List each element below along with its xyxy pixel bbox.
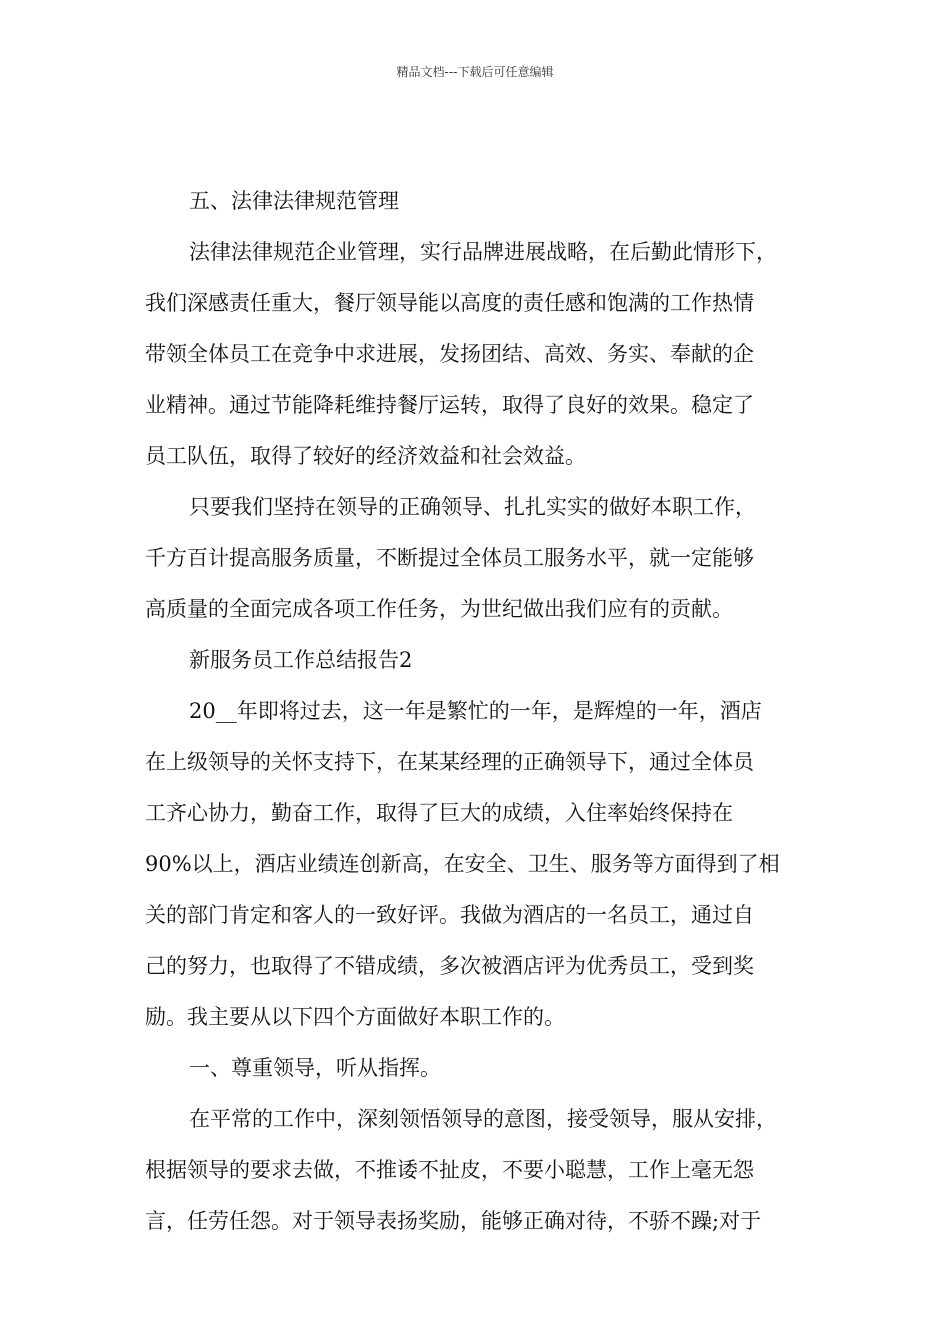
paragraph-line: 己的努力，也取得了不错成绩，多次被酒店评为优秀员工，受到奖 xyxy=(145,954,754,978)
page-header: 精品文档---下载后可任意编辑 xyxy=(396,65,554,79)
paragraph-line: 我们深感责任重大，餐厅领导能以高度的责任感和饱满的工作热情 xyxy=(145,291,754,315)
paragraph-line: 90%以上，酒店业绩连创新高，在安全、卫生、服务等方面得到了相 xyxy=(145,852,780,876)
paragraph-line: 励。我主要从以下四个方面做好本职工作的。 xyxy=(145,1005,565,1029)
paragraph-line: 工齐心协力，勤奋工作，取得了巨大的成绩，入住率始终保持在 xyxy=(145,801,733,825)
paragraph-line: 在上级领导的关怀支持下，在某某经理的正确领导下，通过全体员 xyxy=(145,750,754,774)
paragraph-line: 高质量的全面完成各项工作任务，为世纪做出我们应有的贡献。 xyxy=(145,597,733,621)
section-heading: 五、法律法律规范管理 xyxy=(189,189,399,213)
paragraph-line: 言，任劳任怨。对于领导表扬奖励，能够正确对待，不骄不躁;对于 xyxy=(145,1209,762,1233)
paragraph-line: 带领全体员工在竞争中求进展，发扬团结、高效、务实、奉献的企 xyxy=(145,342,754,366)
paragraph-line: 根据领导的要求去做，不推诿不扯皮，不要小聪慧，工作上毫无怨 xyxy=(145,1158,754,1182)
paragraph-line: 在平常的工作中，深刻领悟领导的意图，接受领导，服从安排， xyxy=(189,1107,777,1131)
document-body xyxy=(145,176,825,1247)
paragraph-line: 业精神。通过节能降耗维持餐厅运转，取得了良好的效果。稳定了 xyxy=(145,393,754,417)
paragraph-line: 千方百计提高服务质量，不断提过全体员工服务水平，就一定能够 xyxy=(145,546,754,570)
paragraph-line: 只要我们坚持在领导的正确领导、扎扎实实的做好本职工作， xyxy=(189,495,756,519)
paragraph-line: 关的部门肯定和客人的一致好评。我做为酒店的一名员工，通过自 xyxy=(145,903,754,927)
report-title: 新服务员工作总结报告2 xyxy=(189,648,413,672)
paragraph-line: 20__年即将过去，这一年是繁忙的一年，是辉煌的一年，酒店 xyxy=(189,699,762,723)
paragraph-line: 员工队伍，取得了较好的经济效益和社会效益。 xyxy=(145,444,586,468)
section-heading: 一、尊重领导，听从指挥。 xyxy=(189,1056,441,1080)
paragraph-line: 法律法律规范企业管理，实行品牌进展战略，在后勤此情形下， xyxy=(189,240,777,264)
